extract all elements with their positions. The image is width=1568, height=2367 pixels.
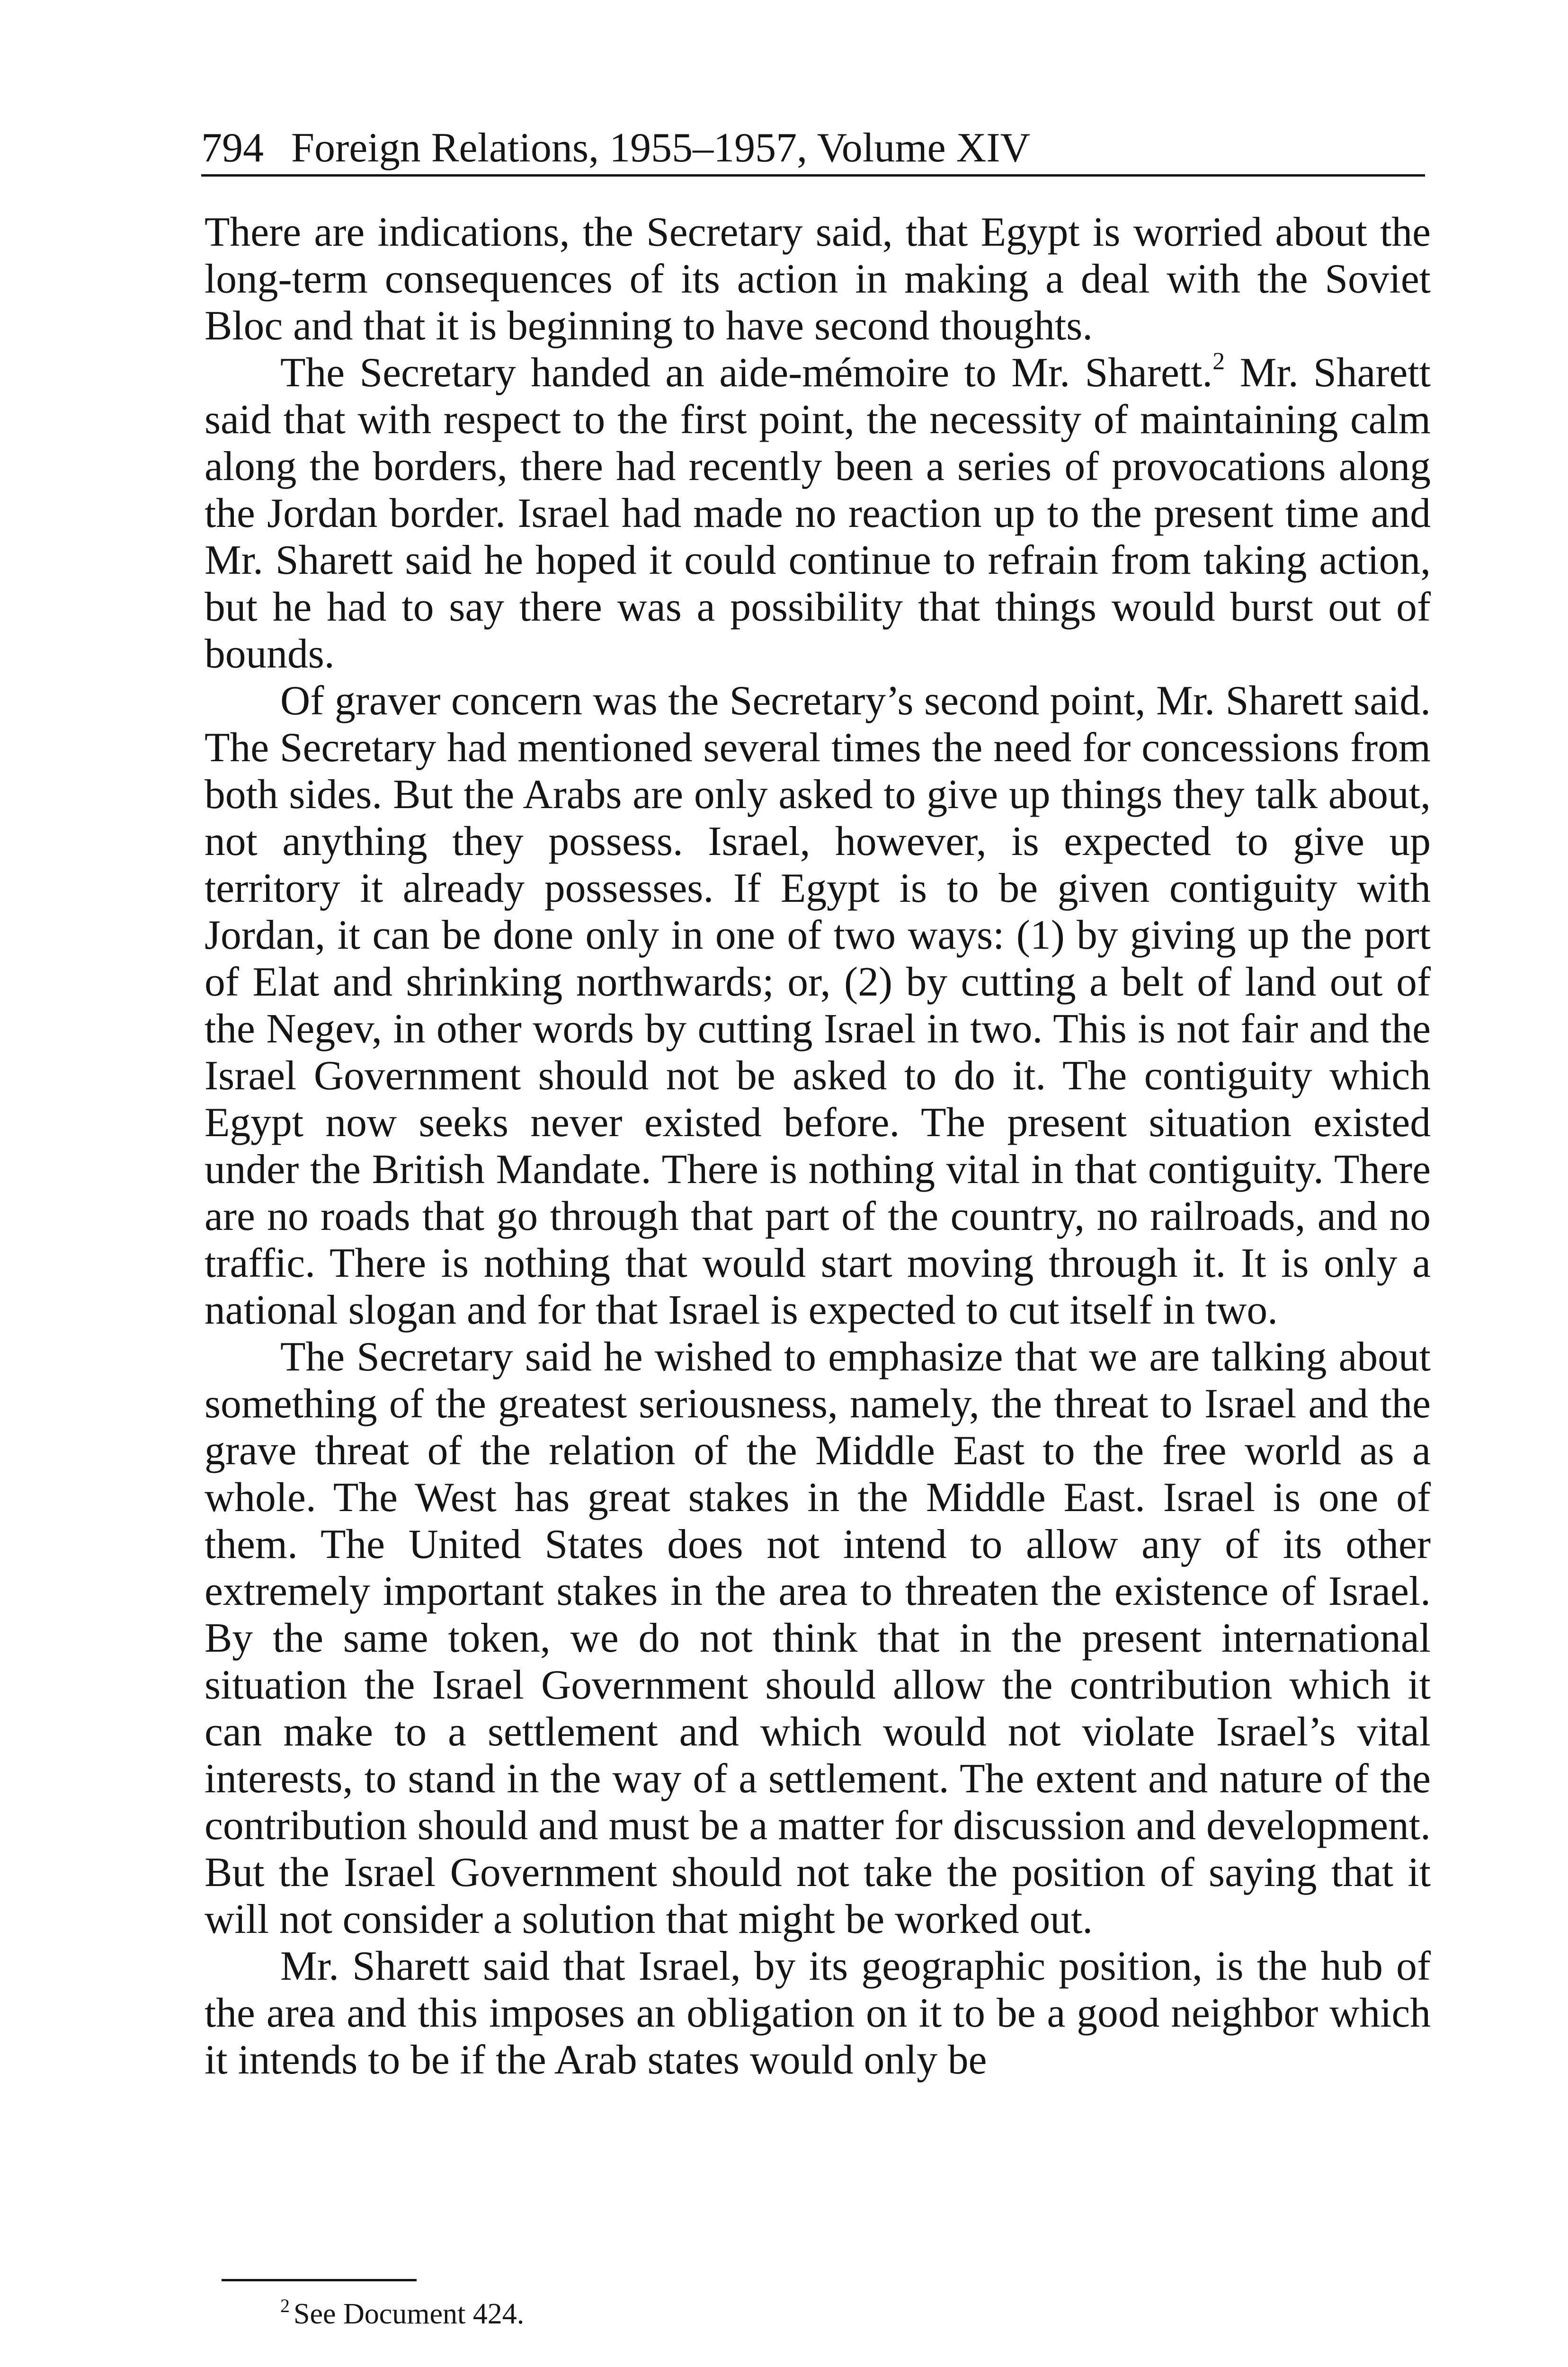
body-text [205, 208, 1431, 2083]
paragraph-2 [205, 349, 1431, 677]
footnote-reference: 2 [1212, 348, 1225, 375]
paragraph-2-text-before: The Secretary handed an aide-mémoire to Mr. Sharett. [280, 349, 1213, 395]
running-header [201, 122, 1425, 177]
running-title: Foreign Relations, 1955–1957, Volume XIV [291, 125, 1031, 171]
paragraph-1: There are indications, the Secretary said, that Egypt is worried about the long-term consequences of its action in making a deal with the Soviet Bloc and that it is beginning to have second thoughts. [205, 209, 1431, 348]
paragraph-4: The Secretary said he wished to emphasize that we are talking about something of the greatest seriousness, namely, the threat to Israel and the grave threat of the relation of the Middle East to the free world as a whole. The West has great stakes in the Middle East. Israel is one of them. The United States does not intend to allow any of its other extremely important stakes in the area to threaten the existence of Israel. By the same token, we do not think that in the present international situation the Israel Government should allow the contribution which it can make to a settlement and which would not violate Israel’s vital interests, to stand in the way of a settlement. The extent and nature of the contribution should and must be a matter for discussion and development. But the Israel Government should not take the position of saying that it will not consider a solution that might be worked out. [205, 1334, 1431, 1942]
footnote-divider [222, 2279, 417, 2281]
footnote-marker: 2 [280, 2295, 290, 2316]
footnote [280, 2295, 524, 2333]
paragraph-3: Of graver concern was the Secretary’s second point, Mr. Sharett said. The Secretary had mentioned several times the need for concessions from both sides. But the Arabs are only asked to give up things they talk about, not anything they possess. Israel, however, is expected to give up territory it already possesses. If Egypt is to be given contiguity with Jordan, it can be done only in one of two ways: (1) by giving up the port of Elat and shrinking northwards; or, (2) by cutting a belt of land out of the Negev, in other words by cutting Israel in two. This is not fair and the Israel Government should not be asked to do it. The contiguity which Egypt now seeks never existed before. The present situation existed under the British Mandate. There is nothing vital in that contiguity. There are no roads that go through that part of the country, no railroads, and no traffic. There is nothing that would start moving through it. It is only a national slogan and for that Israel is expected to cut itself in two. [205, 677, 1431, 1333]
page-number: 794 [201, 125, 264, 171]
paragraph-2-text-after: Mr. Sharett said that with respect to the first point, the necessity of maintaining calm along the borders, there had recently been a series of provocations along the Jordan border. Israel had made no reaction up to the present time and Mr. Sharett said he hoped it could continue to refrain from taking action, but he had to say there was a possibility that things would burst out of bounds. [205, 349, 1431, 676]
paragraph-5: Mr. Sharett said that Israel, by its geographic position, is the hub of the area and this imposes an obligation on it to be a good neighbor which it intends to be if the Arab states would only be [205, 1943, 1431, 2082]
footnote-text: See Document 424. [294, 2298, 525, 2330]
